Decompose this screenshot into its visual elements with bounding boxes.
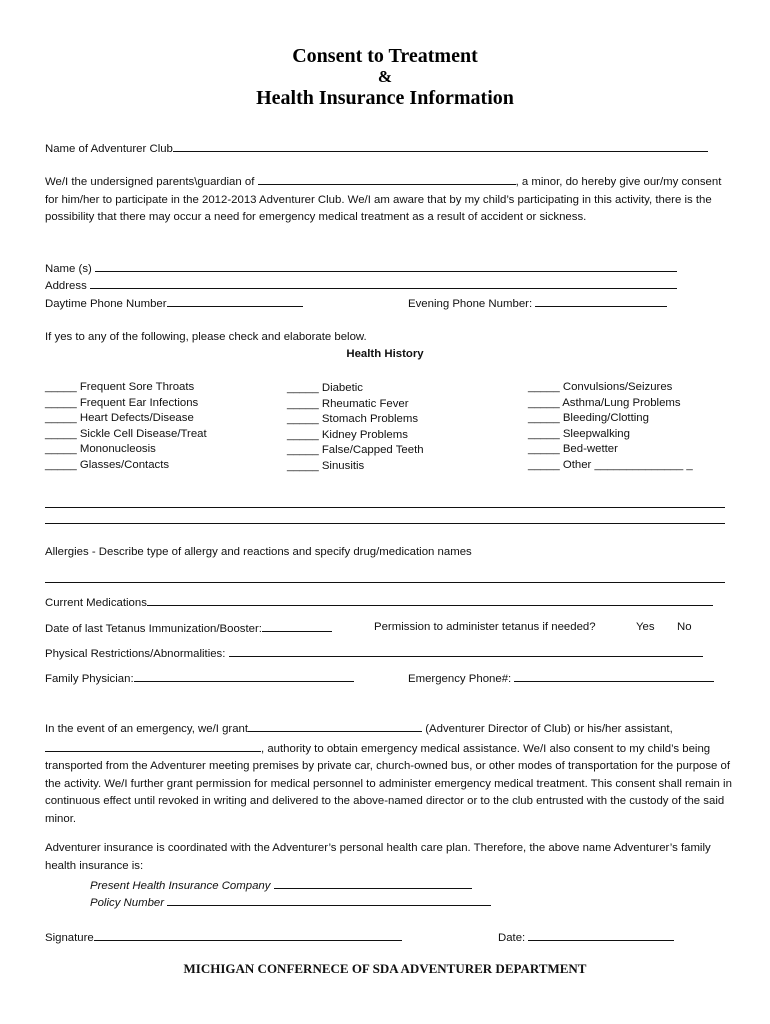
evening-phone-field[interactable] [535, 294, 667, 307]
health-item[interactable]: _____ Stomach Problems [287, 413, 419, 425]
assistant-name-field[interactable] [45, 739, 261, 752]
health-item[interactable]: _____ Frequent Sore Throats [45, 381, 195, 393]
restrictions-row [45, 644, 703, 664]
health-item[interactable]: _____ Glasses/Contacts [45, 458, 170, 471]
elaborate-line-2[interactable] [45, 523, 725, 524]
tetanus-label: Date of last Tetanus Immunization/Booster: [45, 623, 262, 635]
director-name-field[interactable] [248, 719, 422, 732]
emergency-phone-field[interactable] [514, 669, 714, 682]
health-item[interactable]: _____ Frequent Ear Infections [45, 396, 199, 409]
form-title-ampersand: & [377, 67, 393, 86]
physician-field[interactable] [134, 669, 354, 682]
daytime-phone-row [45, 294, 303, 314]
insurance-company-label: Present Health Insurance Company [90, 880, 271, 892]
consent-text-post: , a minor, do hereby give [515, 176, 641, 188]
health-item[interactable]: _____ Sleepwalking [528, 427, 630, 440]
emergency-assistant-pre: assistant, [624, 723, 673, 735]
tetanus-permission-row [374, 619, 596, 637]
physician-row [45, 669, 354, 689]
date-row [498, 928, 674, 948]
health-intro: If yes to any of the following, please check and elaborate below. [45, 331, 367, 343]
physician-label: Family Physician: [45, 673, 134, 685]
health-item[interactable]: _____ Kidney Problems [287, 428, 408, 441]
health-item[interactable]: _____ Heart Defects/Disease [45, 412, 194, 424]
allergies-line[interactable] [45, 582, 725, 583]
club-name-row [45, 139, 708, 159]
tetanus-row [45, 619, 332, 639]
medications-label: Current Medications [45, 597, 147, 609]
signature-label: Signature [45, 932, 94, 944]
medications-row [45, 593, 713, 613]
restrictions-field[interactable] [229, 644, 703, 657]
date-label: Date: [498, 932, 526, 944]
policy-number-row [90, 893, 491, 913]
tetanus-yes-option[interactable]: Yes [636, 621, 655, 633]
form-title-line1: Consent to Treatment [292, 45, 478, 67]
address-field[interactable] [90, 276, 677, 289]
health-item[interactable]: _____ Sinusitis [287, 459, 365, 472]
health-item[interactable]: _____ Bleeding/Clotting [528, 412, 649, 424]
address-label: Address [45, 280, 87, 292]
emergency-text-rest: to my child’s being transported from the Adventurer meeting premises by private car, church-owned bus, or other modes of transportation for the purpose of the activity. We/I further grant permission for medical personnel to administer emergency medical treatment. This consent shall remain in continuous effect until revoked in writing and delivered to the above-named director or to the club entrusted with the custody of the said minor. [45, 742, 732, 825]
tetanus-permission-label: Permission to administer tetanus if needed? [374, 621, 596, 633]
health-item[interactable]: _____ Bed-wetter [528, 443, 618, 455]
minor-name-field[interactable] [258, 172, 516, 185]
policy-number-label: Policy Number [90, 897, 165, 909]
daytime-phone-label: Daytime Phone Number [45, 298, 167, 310]
tetanus-no-option[interactable]: No [677, 621, 692, 633]
emergency-assistant-post: , authority to obtain emergency medical assistance. We/I also consent [261, 742, 614, 755]
health-column-2 [287, 381, 424, 474]
date-field[interactable] [528, 928, 674, 941]
health-item[interactable]: _____ Asthma/Lung Problems [528, 396, 681, 409]
policy-number-field[interactable] [167, 893, 491, 906]
elaborate-line-1[interactable] [45, 507, 725, 508]
health-item[interactable]: _____ Rheumatic Fever [287, 397, 409, 410]
medications-field[interactable] [147, 593, 713, 606]
evening-phone-label: Evening Phone Number: [408, 298, 533, 310]
form-title-line3: Health Insurance Information [256, 87, 514, 109]
club-name-label: Name of Adventurer Club [45, 143, 173, 155]
insurance-company-field[interactable] [274, 876, 472, 889]
consent-paragraph [45, 172, 735, 227]
club-name-field[interactable] [173, 139, 708, 152]
emergency-phone-row [408, 669, 714, 689]
health-history-heading: Health History [346, 348, 424, 360]
allergies-label: Allergies - Describe type of allergy and reactions and specify drug/medication names [45, 546, 472, 558]
health-item[interactable]: _____ Convulsions/Seizures [528, 381, 673, 393]
health-item[interactable]: _____ False/Capped Teeth [287, 444, 424, 456]
name-field[interactable] [95, 259, 677, 272]
tetanus-date-field[interactable] [262, 619, 332, 632]
restrictions-label: Physical Restrictions/Abnormalities: [45, 648, 226, 660]
footer-department: MICHIGAN CONFERNECE OF SDA ADVENTURER DEPARTMENT [183, 961, 587, 976]
health-item[interactable]: _____ Mononucleosis [45, 443, 156, 455]
insurance-paragraph: Adventurer insurance is coordinated with the Adventurer’s personal health care plan. Therefore, the above name Adventurer’s family health insurance is: [45, 842, 711, 872]
emergency-text-pre: In the event of an emergency, we/I grant [45, 723, 249, 735]
consent-text-pre: We/I the undersigned parents\guardian of [45, 176, 255, 188]
health-column-3 [528, 380, 693, 473]
emergency-phone-label: Emergency Phone#: [408, 673, 512, 685]
daytime-phone-field[interactable] [167, 294, 303, 307]
signature-row [45, 928, 402, 948]
evening-phone-row [408, 294, 667, 314]
address-row [45, 276, 677, 296]
emergency-text-post: (Adventurer Director of Club) or his/her [425, 723, 622, 735]
signature-field[interactable] [94, 928, 402, 941]
health-item[interactable]: _____ Sickle Cell Disease/Treat [45, 427, 207, 440]
health-column-1 [45, 380, 207, 473]
name-label: Name (s) [45, 263, 92, 275]
consent-text-rest: our/my consent for him/her to participate in the 2012-2013 Adventurer Club. We/I am aware that by my child’s participating in this activity, there is the possibility that there may occur a need for emergency medical treatment as a result of accident or sickness. [45, 176, 722, 223]
emergency-paragraph [45, 719, 735, 828]
health-item[interactable]: _____ Other ______________ _ [528, 458, 693, 471]
health-item[interactable]: _____ Diabetic [287, 382, 363, 394]
